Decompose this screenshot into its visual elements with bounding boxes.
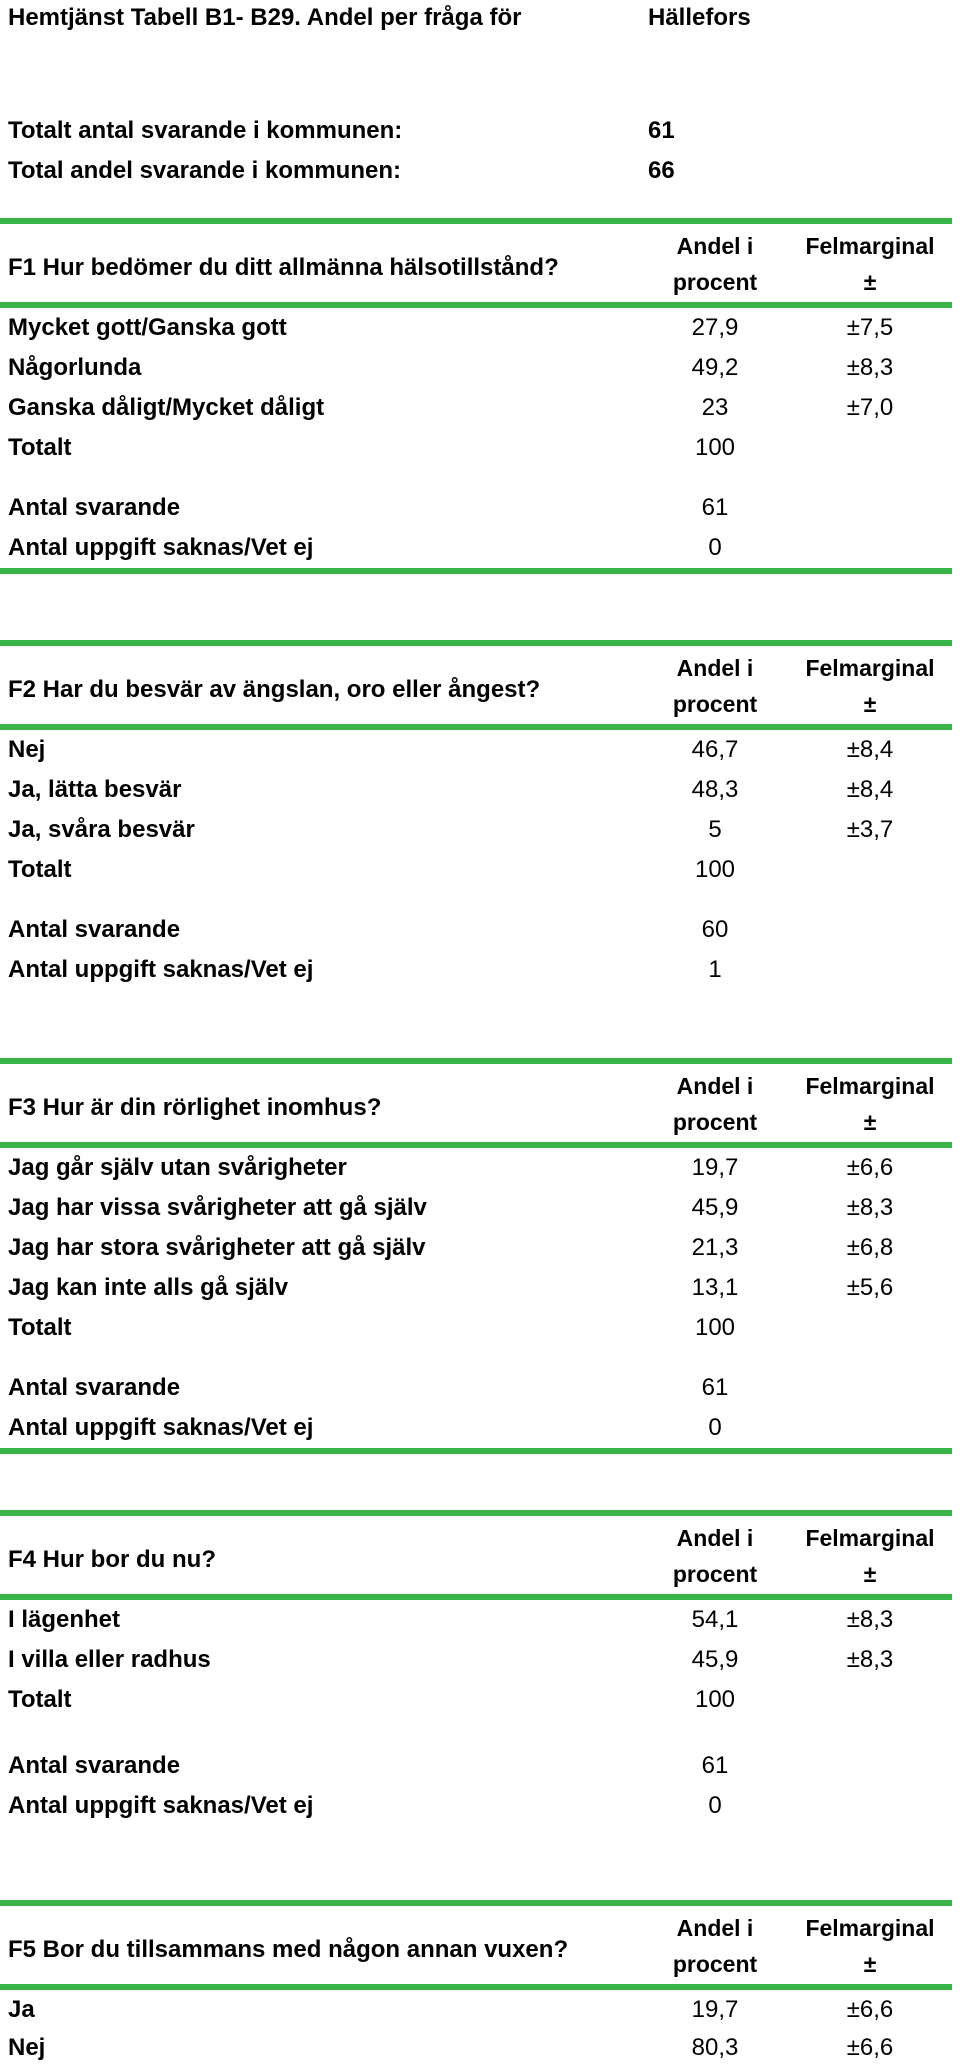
answer-margin: ±3,7 bbox=[846, 816, 894, 843]
answer-label: Jag har stora svårigheter att gå själv bbox=[8, 1234, 426, 1261]
answer-label: Jag har vissa svårigheter att gå själv bbox=[8, 1194, 427, 1221]
column-header-margin: Felmarginal ± bbox=[805, 1073, 935, 1135]
summary-value-share: 66 bbox=[648, 157, 675, 184]
respondents-value: 61 bbox=[701, 494, 729, 521]
column-header-share: Andel i procent bbox=[672, 1525, 758, 1587]
total-label: Totalt bbox=[8, 434, 72, 461]
column-header-margin: Felmarginal ± bbox=[805, 1915, 935, 1977]
column-header-share: Andel i procent bbox=[672, 1073, 758, 1135]
report-title: Hemtjänst Tabell B1- B29. Andel per fråga för bbox=[8, 4, 522, 31]
column-header-share: Andel i procent bbox=[672, 1915, 758, 1977]
answer-label: Jag kan inte alls gå själv bbox=[8, 1274, 289, 1301]
total-value: 100 bbox=[694, 856, 736, 883]
missing-value: 0 bbox=[708, 534, 722, 561]
answer-percent: 19,7 bbox=[691, 1996, 739, 2023]
missing-label: Antal uppgift saknas/Vet ej bbox=[8, 956, 314, 983]
answer-percent: 48,3 bbox=[691, 776, 739, 803]
total-value: 100 bbox=[694, 434, 736, 461]
question-f5: F5 Bor du tillsammans med någon annan vuxen? bbox=[8, 1936, 569, 1963]
missing-label: Antal uppgift saknas/Vet ej bbox=[8, 534, 314, 561]
column-header-margin: Felmarginal ± bbox=[805, 233, 935, 295]
answer-label: I villa eller radhus bbox=[8, 1646, 211, 1673]
answer-percent: 46,7 bbox=[691, 736, 739, 763]
column-header-margin: Felmarginal ± bbox=[805, 655, 935, 717]
answer-percent: 80,3 bbox=[691, 2034, 739, 2061]
answer-margin: ±7,0 bbox=[846, 394, 894, 421]
section-divider bbox=[0, 1058, 952, 1064]
missing-value: 0 bbox=[708, 1792, 722, 1819]
total-value: 100 bbox=[694, 1314, 736, 1341]
answer-percent: 23 bbox=[701, 394, 729, 421]
respondents-label: Antal svarande bbox=[8, 1752, 181, 1779]
section-divider bbox=[0, 640, 952, 646]
total-label: Totalt bbox=[8, 856, 72, 883]
answer-label: Jag går själv utan svårigheter bbox=[8, 1154, 347, 1181]
answer-margin: ±8,4 bbox=[846, 736, 894, 763]
answer-label: I lägenhet bbox=[8, 1606, 121, 1633]
section-divider bbox=[0, 1594, 952, 1600]
answer-margin: ±8,3 bbox=[846, 354, 894, 381]
section-divider bbox=[0, 568, 952, 574]
answer-label: Nej bbox=[8, 736, 46, 763]
answer-margin: ±6,6 bbox=[846, 1996, 894, 2023]
section-divider bbox=[0, 1142, 952, 1148]
answer-percent: 45,9 bbox=[691, 1194, 739, 1221]
total-label: Totalt bbox=[8, 1686, 72, 1713]
missing-label: Antal uppgift saknas/Vet ej bbox=[8, 1414, 314, 1441]
answer-percent: 5 bbox=[708, 816, 722, 843]
answer-percent: 19,7 bbox=[691, 1154, 739, 1181]
municipality-name: Hällefors bbox=[648, 4, 751, 31]
total-label: Totalt bbox=[8, 1314, 72, 1341]
section-divider bbox=[0, 1448, 952, 1454]
section-divider bbox=[0, 724, 952, 730]
answer-label: Ja, svåra besvär bbox=[8, 816, 195, 843]
answer-label: Nej bbox=[8, 2034, 46, 2061]
total-value: 100 bbox=[694, 1686, 736, 1713]
answer-label: Mycket gott/Ganska gott bbox=[8, 314, 287, 341]
answer-margin: ±5,6 bbox=[846, 1274, 894, 1301]
respondents-value: 61 bbox=[701, 1752, 729, 1779]
respondents-value: 61 bbox=[701, 1374, 729, 1401]
answer-label: Ja bbox=[8, 1996, 35, 2023]
question-f2: F2 Har du besvär av ängslan, oro eller ångest? bbox=[8, 676, 541, 703]
section-divider bbox=[0, 1900, 952, 1906]
question-f3: F3 Hur är din rörlighet inomhus? bbox=[8, 1094, 382, 1121]
answer-margin: ±7,5 bbox=[846, 314, 894, 341]
respondents-label: Antal svarande bbox=[8, 494, 181, 521]
missing-value: 0 bbox=[708, 1414, 722, 1441]
section-divider bbox=[0, 218, 952, 224]
column-header-margin: Felmarginal ± bbox=[805, 1525, 935, 1587]
answer-margin: ±6,8 bbox=[846, 1234, 894, 1261]
summary-label-share: Total andel svarande i kommunen: bbox=[8, 157, 401, 184]
summary-label-total: Totalt antal svarande i kommunen: bbox=[8, 117, 403, 144]
section-divider bbox=[0, 1984, 952, 1990]
answer-percent: 49,2 bbox=[691, 354, 739, 381]
answer-margin: ±8,4 bbox=[846, 776, 894, 803]
answer-label: Ganska dåligt/Mycket dåligt bbox=[8, 394, 325, 421]
answer-margin: ±6,6 bbox=[846, 2034, 894, 2061]
answer-percent: 45,9 bbox=[691, 1646, 739, 1673]
column-header-share: Andel i procent bbox=[672, 233, 758, 295]
answer-margin: ±8,3 bbox=[846, 1606, 894, 1633]
answer-percent: 54,1 bbox=[691, 1606, 739, 1633]
question-f4: F4 Hur bor du nu? bbox=[8, 1546, 216, 1573]
answer-percent: 13,1 bbox=[691, 1274, 739, 1301]
missing-value: 1 bbox=[708, 956, 722, 983]
answer-margin: ±8,3 bbox=[846, 1646, 894, 1673]
respondents-value: 60 bbox=[701, 916, 729, 943]
answer-percent: 21,3 bbox=[691, 1234, 739, 1261]
answer-label: Någorlunda bbox=[8, 354, 142, 381]
missing-label: Antal uppgift saknas/Vet ej bbox=[8, 1792, 314, 1819]
respondents-label: Antal svarande bbox=[8, 916, 181, 943]
answer-label: Ja, lätta besvär bbox=[8, 776, 182, 803]
respondents-label: Antal svarande bbox=[8, 1374, 181, 1401]
section-divider bbox=[0, 1510, 952, 1516]
question-f1: F1 Hur bedömer du ditt allmänna hälsotillstånd? bbox=[8, 254, 559, 281]
answer-percent: 27,9 bbox=[691, 314, 739, 341]
section-divider bbox=[0, 302, 952, 308]
answer-margin: ±8,3 bbox=[846, 1194, 894, 1221]
answer-margin: ±6,6 bbox=[846, 1154, 894, 1181]
summary-value-total: 61 bbox=[648, 117, 675, 144]
column-header-share: Andel i procent bbox=[672, 655, 758, 717]
